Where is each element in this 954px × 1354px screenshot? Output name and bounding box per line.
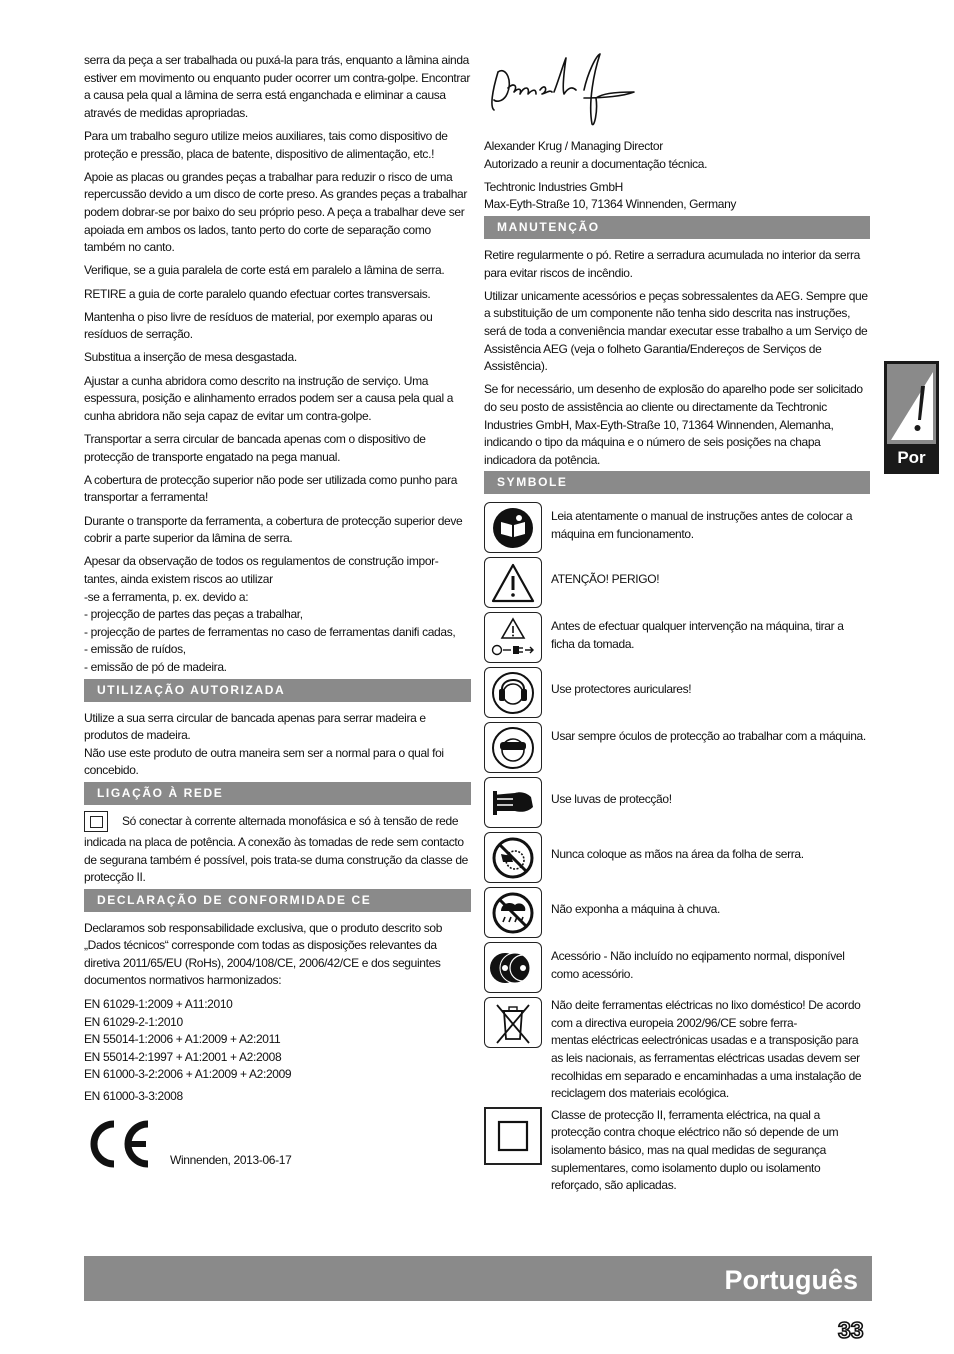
signer-text: Alexander Krug / Managing Director Autorizado a reunir a documentação técnica. <box>484 139 708 171</box>
language-side-tab <box>884 361 939 474</box>
symbol-text: Nunca coloque as mãos na área da folha de serra. <box>551 847 804 862</box>
symbol-row <box>484 502 870 553</box>
mains-paragraph <box>84 813 471 887</box>
symbol-text: Não exponha a máquina à chuva. <box>551 902 720 917</box>
symbol-text: Usar sempre óculos de protecção ao trabalhar com a máquina. <box>551 729 866 744</box>
place-date: Winnenden, 2013-06-17 <box>170 1153 292 1168</box>
saw-blades-icon <box>484 942 542 993</box>
norms-list: EN 61029-1:2009 + A11:2010 EN 61029-2-1:2010 EN 55014-1:2006 + A1:2009 + A2:2011 EN 55014-2:1997 + A1:2001 + A2:2008 EN 61000-3-2:2006 + A1:2009 + A2:2009 <box>84 997 292 1082</box>
ce-declaration-text: Declaramos sob responsabilidade exclusiva, que o produto descrito sob „Dados técnicos“ corresponde com todas as disposições relevantes da diretiva 2011/65/EU (RoHs), 2004/108/CE, 2006/42/CE e dos seguintes documentos normativos harmonizados: <box>84 920 443 988</box>
no-rain-icon <box>484 887 542 938</box>
section-heading-maintenance: MANUTENÇÃO <box>484 216 870 239</box>
tab-background <box>887 364 936 444</box>
paragraph: Retire regularmente o pó. Retire a serradura acumulada no interior da serra para evitar riscos de incêndio. <box>484 247 860 280</box>
symbol-row <box>484 722 870 773</box>
symbol-row <box>484 997 870 1103</box>
class-ii-small-icon <box>84 811 108 832</box>
warning-icon <box>484 557 542 608</box>
usage-text: Utilize a sua serra circular de bancada apenas para serrar madeira e produtos de madeira. Não use este produto de outra maneira sem ser a normal para o qual foi concebido. <box>84 710 444 778</box>
symbol-row <box>484 1107 870 1195</box>
paragraph: A cobertura de protecção superior não pode ser utilizada como punho para transportar a ferramenta! <box>84 472 458 505</box>
symbol-text: Classe de protecção II, ferramenta eléctrica, na qual a protecção contra choque eléctrico não só depende de um isolamento básico, mas na qual medidas de segurança suplementares, como isolamento duplo ou isolamento reforçado, são aplicadas. <box>551 1107 839 1193</box>
symbol-text: ATENÇÃO! PERIGO! <box>551 572 660 587</box>
paragraph: serra da peça a ser trabalhada ou puxá-la para trás, enquanto a lâmina ainda estiver em movimento ou enquanto puder ocorrer um contra-golpe. Encontrar a causa pela qual a lâmina de serra está enganchada e eliminar a causa através de medidas apropriadas. <box>84 53 470 120</box>
side-tab-label: Por <box>897 448 926 467</box>
footer-bar <box>84 1256 872 1301</box>
symbol-row <box>484 942 870 993</box>
norm-last: EN 61000-3-3:2008 <box>84 1089 183 1104</box>
paragraph: Apesar da observação de todos os regulamentos de construção impor- tantes, ainda existem riscos ao utilizar -se a ferramenta, p. ex. devido a: - projecção de partes das peças a trabalhar, - projecção de partes de ferramentas no caso de ferramentas danifi cadas, - emissão de ruídos, - emissão de pó de madeira. <box>84 554 456 674</box>
page-number: 33 <box>838 1317 864 1343</box>
section-heading-usage: UTILIZAÇÃO AUTORIZADA <box>84 679 471 702</box>
paragraph: Transportar a serra circular de bancada apenas com o dispositivo de protecção de transporte engatado na pega manual. <box>84 432 426 464</box>
ear-protection-icon <box>484 667 542 718</box>
goggles-icon <box>484 722 542 773</box>
ce-row <box>84 1116 471 1172</box>
mains-text: Só conectar à corrente alternada monofásica e só à tensão de rede indicada na placa de potência. A conexão às tomadas de rede sem contacto de segurana também é possível, pois trata-se duma construção da classe de protecção II. <box>84 813 469 885</box>
read-manual-icon <box>484 502 542 553</box>
paragraph: Utilizar unicamente acessórios e peças sobressalentes da AEG. Sempre que a substituição de um componente não tenha sido descrita nas instruções, será de toda a conveniência mandar executar esse trabalho a um Serviço de Assistência AEG (veja o folheto Garantia/Endereços de Serviços de Assistência). <box>484 288 868 374</box>
unplug-icon <box>484 612 542 663</box>
section-heading-symbols: SYMBOLE <box>484 471 870 494</box>
section-heading-ce: DECLARAÇÃO DE CONFORMIDADE CE <box>84 889 471 912</box>
warning-tab-icon <box>887 364 936 444</box>
symbol-row <box>484 887 870 938</box>
class-ii-icon <box>484 1107 542 1165</box>
symbol-row <box>484 557 870 608</box>
symbol-row <box>484 777 870 828</box>
gloves-icon <box>484 777 542 828</box>
symbol-text: Acessório - Não incluído no eqipamento normal, disponível como acessório. <box>551 949 845 981</box>
section-heading-mains: LIGAÇÃO À REDE <box>84 782 471 805</box>
symbol-text: Não deite ferramentas eléctricas no lixo doméstico! De acordo com a directiva europeia 2002/96/CE sobre ferra- mentas eléctricas eelectrónicas usadas e a transposição para as leis nacionais, as ferramentas eléctricas usadas devem ser recolhidas em separado e encaminhadas a uma instalação de reciclagem dos materiais ecológica. <box>551 998 862 1101</box>
paragraph: Verifique, se a guia paralela de corte está em paralelo a lâmina de serra. <box>84 263 445 278</box>
paragraph: Se for necessário, um desenho de explosão do aparelho pode ser solicitado do seu posto de assistência ao cliente ou directamente da Techtronic Industries GmbH, Max-Eyth-Straße 10, 71364 Winnenden, Alemanha, indicando o tipo da máquina e o número de seis posições na chapa indicadora da potência. <box>484 382 863 467</box>
paragraph: Apoie as placas ou grandes peças a trabalhar para reduzir o risco de uma repercussão devido a um disco de corte preso. As grandes peças a trabalhar podem dobrar-se por baixo do seu próprio peso. A peça a trabalhar deve ser apoiada em ambos os lados, tanto perto do corte de separação como também no canto. <box>84 169 468 255</box>
symbol-text: Use protectores auriculares! <box>551 682 692 697</box>
symbol-row <box>484 667 870 718</box>
paragraph: Para um trabalho seguro utilize meios auxiliares, tais como dispositivo de proteção e pressão, placa de batente, dispositivo de alimentação, etc.! <box>84 128 448 161</box>
symbol-text: Leia atentamente o manual de instruções antes de colocar a máquina em funcionamento. <box>551 509 853 541</box>
signature-image <box>484 52 654 136</box>
paragraph: RETIRE a guia de corte paralelo quando efectuar cortes transversais. <box>84 286 431 301</box>
symbol-text: Use luvas de protecção! <box>551 792 672 807</box>
footer-language: Português <box>724 1265 858 1295</box>
paragraph: Mantenha o piso livre de resíduos de material, por exemplo aparas ou resíduos de serração. <box>84 309 433 342</box>
paragraph: Ajustar a cunha abridora como descrito na instrução de serviço. Uma espessura, posição e alinhamento errados podem ser a causa pela qual a cunha abridora não seja capaz de evitar um contra-golpe. <box>84 373 454 423</box>
left-column <box>84 52 471 1172</box>
ce-mark-icon <box>84 1116 154 1172</box>
paragraph: Substitua a inserção de mesa desgastada. <box>84 350 297 365</box>
symbol-row <box>484 612 870 663</box>
company-address: Techtronic Industries GmbH Max-Eyth-Straße 10, 71364 Winnenden, Germany <box>484 179 737 212</box>
symbol-row <box>484 832 870 883</box>
no-hands-icon <box>484 832 542 883</box>
weee-bin-icon <box>484 997 542 1048</box>
right-column <box>484 52 870 1199</box>
symbol-text: Antes de efectuar qualquer intervenção na máquina, tirar a ficha da tomada. <box>551 619 844 651</box>
paragraph: Durante o transporte da ferramenta, a cobertura de protecção superior deve cobrir a parte superior da lâmina de serra. <box>84 513 463 546</box>
